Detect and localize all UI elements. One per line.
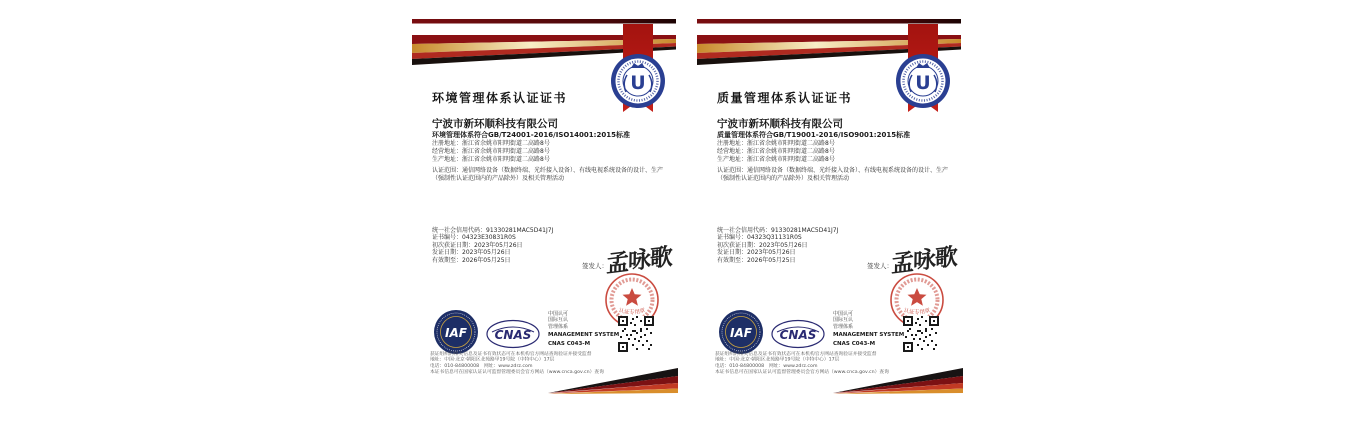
expiry-date-line: 有效期至：2026年05月25日 [717, 256, 796, 264]
management-system-label: MANAGEMENT SYSTEM [548, 332, 620, 339]
standard-line: 环境管理体系符合GB/T24001-2016/ISO14001:2015标准 [432, 131, 630, 139]
iaf-letters: IAF [445, 326, 467, 340]
certificate-number-line: 证书编号：04323E30831R0S [432, 234, 516, 242]
accreditation-cn-line: 中国认可 [833, 311, 854, 317]
qr-code [618, 316, 654, 352]
credit-code-line: 统一社会信用代码：91330281MAC5D41J7J [717, 227, 839, 234]
issue-date-line: 发证日期：2023年05月26日 [717, 249, 796, 257]
address-block [432, 140, 550, 164]
certificate-info-block [432, 227, 553, 264]
issuer-signature: 孟咏歌 [890, 243, 957, 279]
badge-letter: U [630, 72, 646, 94]
top-rule-stripe [697, 19, 961, 24]
company-name: 宁波市新环顺科技有限公司 [717, 118, 843, 130]
svg-text:认证专用章 [903, 306, 932, 316]
iaf-letters: IAF [730, 326, 752, 340]
stamp-star-icon [908, 288, 927, 306]
standard-line: 质量管理体系符合GB/T19001-2016/ISO9001:2015标准 [717, 131, 911, 139]
footer-line: 获证组织的相关信息及证书有效状态可在本机构官方网站查询验证并接受监督 [715, 351, 877, 357]
cnas-logo [771, 319, 825, 349]
cnas-code-label: CNAS C043-M [548, 341, 591, 348]
footer-line: 本证书信息可在国家认证认可监督管理委员会官方网站（www.cnca.gov.cn）查询 [430, 369, 604, 375]
stamp-banner-text: 认证专用章 [902, 307, 932, 316]
credit-code-line: 统一社会信用代码：91330281MAC5D41J7J [432, 227, 554, 234]
bottom-corner-stripes [548, 366, 678, 398]
address-line: 经营地址：浙江省余姚市阳明街道二高路8号 [432, 148, 550, 155]
address-line: 生产地址：浙江省余姚市阳明街道二高路8号 [717, 156, 835, 163]
accreditation-text-block [548, 311, 619, 348]
stamp-banner-text: 认证专用章 [617, 307, 647, 316]
address-line: 经营地址：浙江省余姚市阳明街道二高路8号 [717, 148, 835, 155]
certificate-title: 环境管理体系认证证书 [432, 91, 568, 105]
certificate-title: 质量管理体系认证证书 [717, 91, 853, 105]
footer-line: 地址：中国·北京·朝阳区北苑路甲19号院（中特中心）17层 [715, 357, 840, 363]
first-issue-date-line: 初次获证日期：2023年05月26日 [432, 241, 523, 249]
company-name: 宁波市新环顺科技有限公司 [432, 118, 558, 130]
issuer-label: 签发人： [867, 262, 893, 270]
cnas-letters: CNAS [494, 328, 532, 342]
issue-date-line: 发证日期：2023年05月26日 [432, 249, 511, 257]
stamp-star-icon [623, 288, 642, 306]
iaf-logo [717, 308, 765, 356]
top-rule-stripe [412, 19, 676, 24]
accreditation-cn-line: 国际互认 [548, 317, 569, 324]
cnas-code-label: CNAS C043-M [833, 341, 876, 348]
accreditation-cn-line: 管理体系 [833, 323, 854, 330]
first-issue-date-line: 初次获证日期：2023年05月26日 [717, 241, 808, 249]
bottom-corner-stripes [833, 366, 963, 398]
certification-scope: 认证范围：通信网络设备（数据终端、光纤接入设备）、有线电视系统设备的设计、生产（强制性认证范围内的产品除外）及相关管理活动 [717, 167, 949, 182]
certificate-quality [695, 18, 963, 420]
footer-line: 本证书信息可在国家认证认可监督管理委员会官方网站（www.cnca.gov.cn）查询 [715, 369, 889, 375]
certification-scope: 认证范围：通信网络设备（数据终端、光纤接入设备）、有线电视系统设备的设计、生产（强制性认证范围内的产品除外）及相关管理活动 [432, 167, 664, 182]
address-block [717, 140, 835, 164]
svg-text:认证专用章 [618, 306, 647, 316]
badge-letter: U [915, 72, 931, 94]
accreditation-cn-line: 国际互认 [833, 317, 854, 324]
issuer-signature: 孟咏歌 [605, 243, 672, 279]
issuer-label: 签发人： [582, 262, 608, 270]
footer-line: 电话：010-84800008 网址：www.zdrz.com [715, 363, 818, 369]
qr-code [903, 316, 939, 352]
cnas-letters: CNAS [779, 328, 817, 342]
accreditation-text-block [833, 311, 904, 348]
accreditation-cn-line: 中国认可 [548, 311, 569, 317]
certificate-info-block [717, 227, 838, 264]
expiry-date-line: 有效期至：2026年05月25日 [432, 256, 511, 264]
footer-line: 获证组织的相关信息及证书有效状态可在本机构官方网站查询验证并接受监督 [430, 351, 592, 357]
cnas-logo [486, 319, 540, 349]
certificate-environment [410, 18, 678, 420]
certificate-number-line: 证书编号：04323Q31131R0S [717, 234, 802, 242]
footer-line: 地址：中国·北京·朝阳区北苑路甲19号院（中特中心）17层 [430, 357, 555, 363]
address-line: 生产地址：浙江省余姚市阳明街道二高路8号 [432, 156, 550, 163]
footer-line: 电话：010-84800008 网址：www.zdrz.com [430, 363, 533, 369]
management-system-label: MANAGEMENT SYSTEM [833, 332, 905, 339]
address-line: 注册地址：浙江省余姚市阳明街道二高路8号 [432, 140, 550, 147]
iaf-logo [432, 308, 480, 356]
accreditation-cn-line: 管理体系 [548, 323, 569, 330]
address-line: 注册地址：浙江省余姚市阳明街道二高路8号 [717, 140, 835, 147]
